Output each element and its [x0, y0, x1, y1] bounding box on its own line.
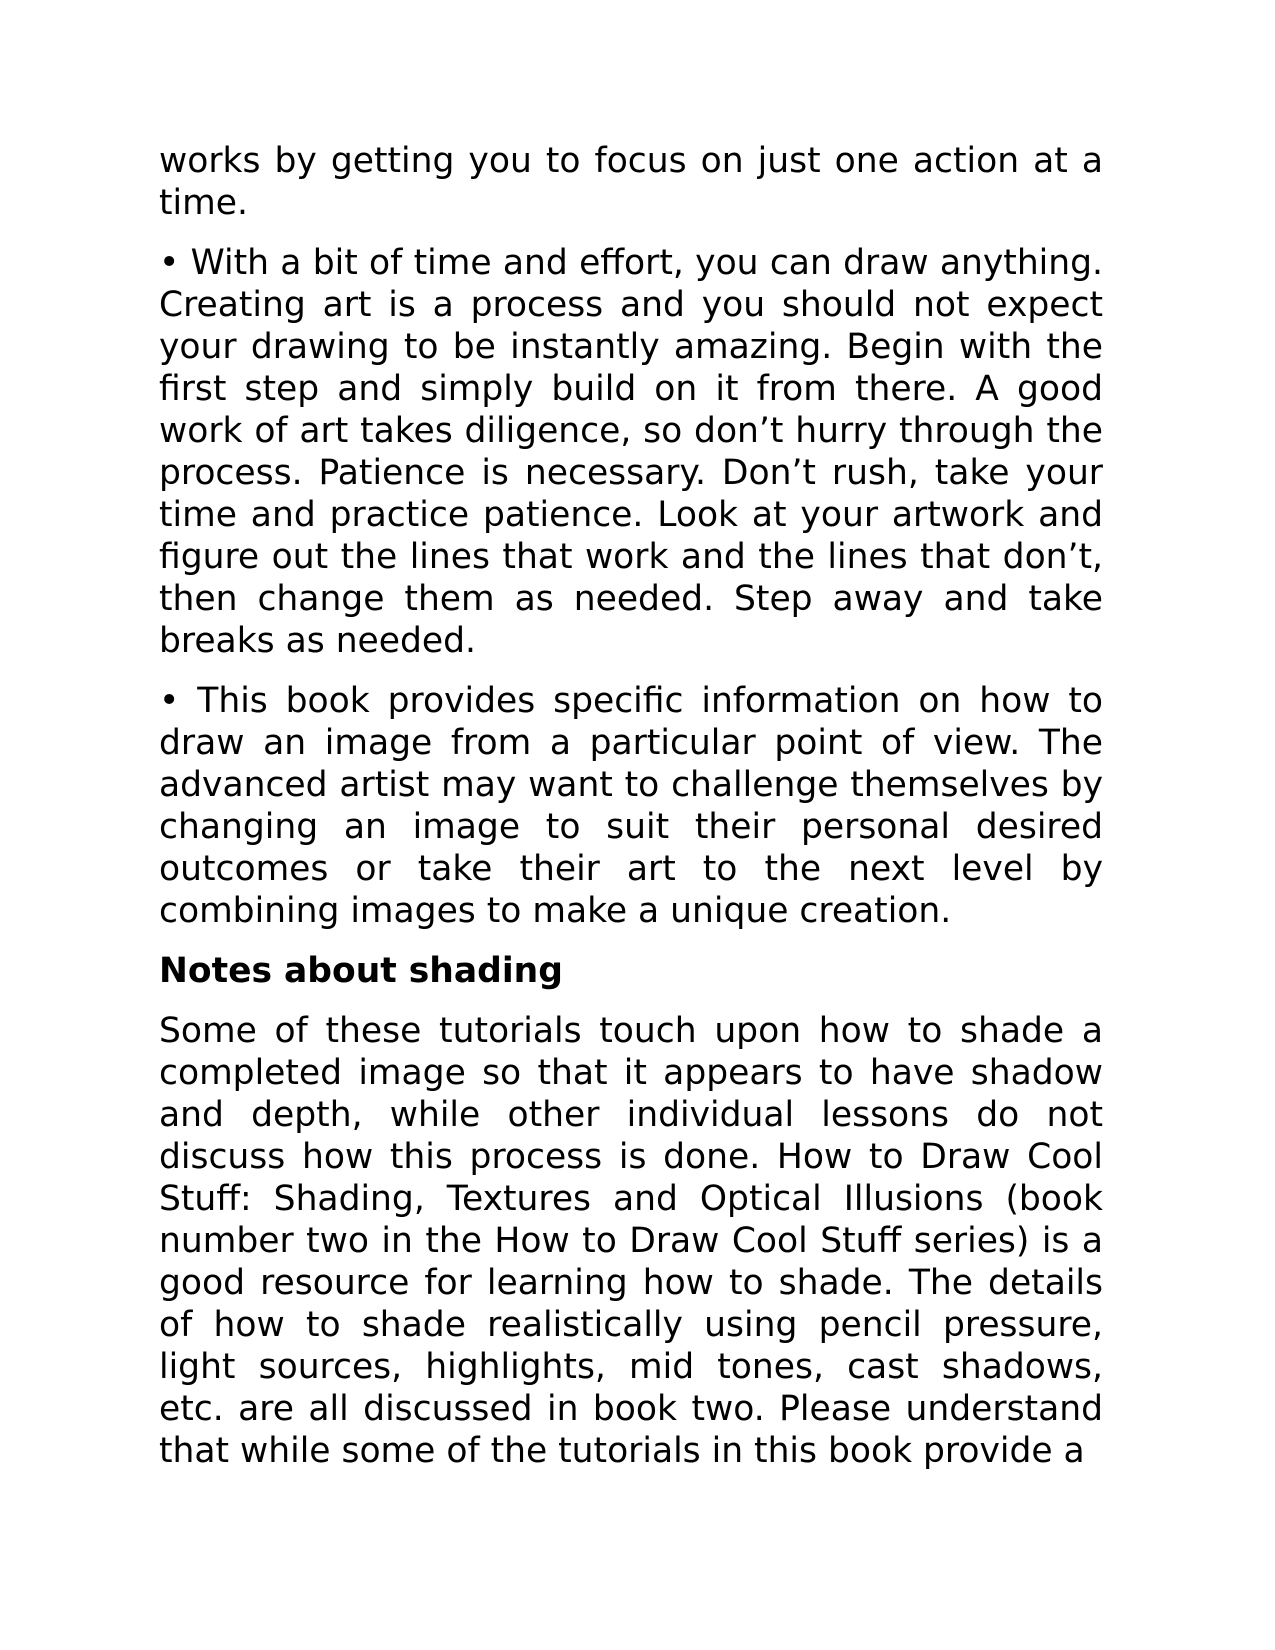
section-heading: Notes about shading	[159, 951, 563, 991]
bullet-paragraph-time-and-effort: • With a bit of time and effort, you can draw anything. Creating art is a process and you should not expect your drawing to be instantly amazing. Begin with the first step and simply build on it from there. A good work of art takes diligence, so don’t hurry through the process. Patience is necessary. Don’t rush, take your time and practice patience. Look at your artwork and figure out the lines that work and the lines that don’t, then change them as needed. Step away and take breaks as needed.	[159, 243, 1103, 661]
paragraph-continuation: works by getting you to focus on just one action at a time.	[159, 141, 1103, 223]
bullet-paragraph-point-of-view: • This book provides specific information on how to draw an image from a particular point of view. The advanced artist may want to challenge themselves by changing an image to suit their personal desired outcomes or take their art to the next level by combining images to make a unique creation.	[159, 681, 1103, 931]
document-page	[159, 140, 1103, 1490]
shading-paragraph: Some of these tutorials touch upon how to shade a completed image so that it appears to have shadow and depth, while other individual lessons do not discuss how this process is done. How to Draw Cool Stuff: Shading, Textures and Optical Illusions (book number two in the How to Draw Cool Stuff series) is a good resource for learning how to shade. The details of how to shade realistically using pencil pressure, light sources, highlights, mid tones, cast shadows, etc. are all discussed in book two. Please understand that while some of the tutorials in this book provide a	[159, 1011, 1103, 1471]
